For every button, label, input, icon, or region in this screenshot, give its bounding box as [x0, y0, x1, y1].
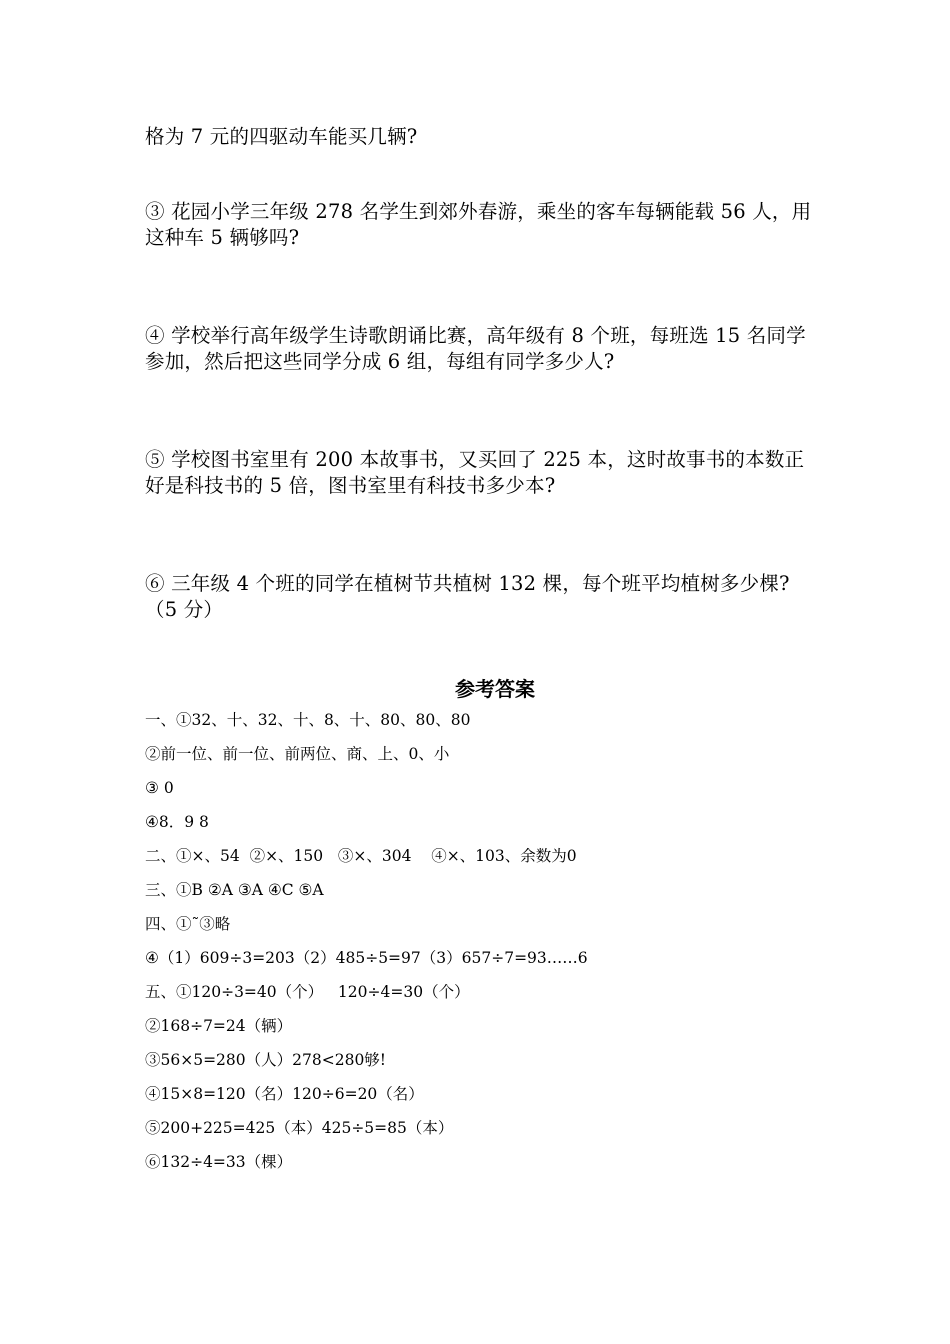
answer-line: 五、①120÷3=40（个） 120÷4=30（个）: [145, 983, 470, 1001]
answer-line: ②前一位、前一位、前两位、商、上、0、小: [145, 745, 450, 763]
answer-line: ④8．9 8: [145, 813, 209, 831]
answer-line: ③ 0: [145, 779, 174, 797]
answer-line: ③56×5=280（人）278<280够!: [145, 1051, 387, 1069]
answer-line: ⑥132÷4=33（棵）: [145, 1153, 293, 1171]
answer-line: ⑤200+225=425（本）425÷5=85（本）: [145, 1119, 454, 1137]
answer-line: ④15×8=120（名）120÷6=20（名）: [145, 1085, 424, 1103]
answer-line: 二、①×、54 ②×、150 ③×、304 ④×、103、余数为0: [145, 847, 577, 865]
question-5: ⑤ 学校图书室里有 200 本故事书，又买回了 225 本，这时故事书的本数正好是科技书的 5 倍，图书室里有科技书多少本?: [145, 448, 805, 497]
answer-line: 三、①B ②A ③A ④C ⑤A: [145, 881, 324, 899]
answer-line: 一、①32、十、32、十、8、十、80、80、80: [145, 711, 471, 729]
question-3: ③ 花园小学三年级 278 名学生到郊外春游，乘坐的客车每辆能载 56 人，用这种车 5 辆够吗?: [145, 200, 812, 249]
question-4: ④ 学校举行高年级学生诗歌朗诵比赛，高年级有 8 个班，每班选 15 名同学参加，然后把这些同学分成 6 组，每组有同学多少人?: [145, 324, 806, 373]
question-text: 格为 7 元的四驱动车能买几辆?: [145, 125, 418, 148]
question-6: ⑥ 三年级 4 个班的同学在植树节共植树 132 棵，每个班平均植树多少棵?（5 分）: [145, 572, 790, 621]
answer-line: 四、①˜③略: [145, 915, 231, 933]
answer-line: ②168÷7=24（辆）: [145, 1017, 293, 1035]
answer-line: ④（1）609÷3=203（2）485÷5=97（3）657÷7=93……6: [145, 949, 588, 967]
answers-title: 参考答案: [455, 677, 535, 701]
